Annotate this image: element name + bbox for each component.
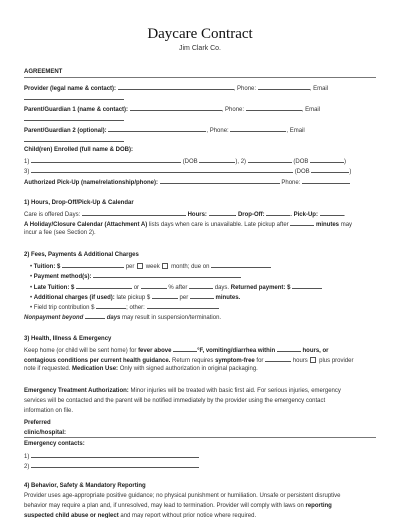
tuition-row: • Tuition: $ per week month; due on [30,261,271,271]
hours-label: Hours: [187,212,207,218]
late-pickup-field[interactable] [152,292,178,299]
late-pct-field[interactable] [141,282,167,289]
dropoff-field[interactable] [266,209,290,216]
minutes-label-2: minutes. [215,295,241,301]
month-checkbox[interactable] [162,263,168,269]
field-trip-row: • Field trip contribution $ ; other: [30,302,219,312]
contact-1-row [24,451,199,461]
payment-method-row: • Payment method(s): [30,271,241,281]
child-2-name-field[interactable] [248,156,292,163]
late-days-field[interactable] [189,282,213,289]
children-heading: Child(ren) Enrolled (full name & DOB): [24,147,133,153]
parent2-row-2 [24,135,124,145]
child-row-1 [24,156,346,166]
contact-2-field[interactable] [31,461,199,468]
parent1-phone-field[interactable] [246,104,302,111]
pickup-time-field[interactable] [320,209,344,216]
agreement-heading: AGREEMENT [24,69,63,75]
parent2-phone-label: , Phone: [206,128,229,134]
child-row-3 [24,166,351,176]
week-checkbox[interactable] [137,263,143,269]
symptom-free-label: symptom-free [215,358,255,364]
fever-field[interactable] [173,345,197,352]
child-1-dob-close: ), 2) [235,159,247,165]
provider-label: Provider (legal name & contact): [24,86,117,92]
eta-row-1 [24,387,341,395]
late-pickup-label: late pickup $ [116,295,151,301]
nonpayment-label: Nonpayment beyond [24,315,84,321]
parent2-label: Parent/Guardian 2 (optional): [24,128,107,134]
clinic-field[interactable] [24,437,376,438]
holiday-label: A Holiday/Closure Calendar (Attachment A) [24,222,148,228]
child-3-dob-label: (DOB [294,169,310,175]
company-name: Jim Clark Co. [178,45,221,52]
payment-method-field[interactable] [93,271,241,278]
pct-after-label: % after [168,285,188,291]
child-2-dob-close: ) [344,159,347,165]
per-label: per [125,264,135,270]
fever-label: fever above [138,348,172,354]
child-3-number: 3) [24,169,30,175]
pickup-row [24,177,350,187]
section4-heading: 4) Behavior, Safety & Mandatory Reporting [24,483,146,489]
or-label: or [133,285,140,291]
provider-row [24,83,328,93]
nonpayment-days-field[interactable] [85,312,105,319]
medication-label: Medication Use: [72,366,119,372]
illness-row-2 [24,355,354,365]
provider-email-field[interactable] [24,93,124,100]
returned-payment-field[interactable] [292,282,322,289]
behavior-line-2 [24,502,332,510]
nonpayment-days-label: days [106,315,121,321]
child-1-dob-field[interactable] [199,156,235,163]
parent2-phone-field[interactable] [230,125,286,132]
section2-heading: 2) Fees, Payments & Additional Charges [24,252,139,258]
preferred-label: Preferred [24,420,51,426]
pickup-field[interactable] [160,177,280,184]
returned-payment-label: Returned payment: $ [230,285,291,291]
nonpayment-row [24,312,221,322]
section3-heading: 3) Health, Illness & Emergency [24,336,112,342]
child-1-dob-label: (DOB [182,159,198,165]
vomit-hours-field[interactable] [277,345,301,352]
pickup-phone-label: Phone: [281,180,301,186]
parent1-email-label: , Email [301,107,321,113]
parent2-name-field[interactable] [108,125,206,132]
keep-home-text: Keep home (or child will be sent home) for [24,348,137,354]
minutes-label: minutes [316,222,340,228]
pickup-time-label: . Pick-Up: [290,212,318,218]
eta-row-3: information on file. [24,408,74,414]
child-1-number: 1) [24,159,30,165]
child-3-dob-close: ) [349,169,352,175]
holiday-text: lists days when care is unavailable. Late pickup after [148,222,289,228]
illness-row-3 [24,365,258,373]
contact-2-number: 2) [24,464,30,470]
additional-row: • Additional charges (if used): late pickup $ per minutes. [30,292,240,302]
month-label: month; due on [171,264,210,270]
emergency-contacts-label: Emergency contacts: [24,441,85,447]
nonpayment-text: may result in suspension/termination. [122,315,222,321]
plus-provider-label: plus provider [319,358,354,364]
eta-label: Emergency Treatment Authorization: [24,388,129,394]
note-label: note if requested. [24,366,71,372]
abuse-label: suspected child abuse or neglect [24,513,119,518]
vomit-label: °F, vomiting/diarrhea within [197,348,276,354]
field-trip-field[interactable] [96,302,126,309]
holiday-row [24,219,352,229]
eta-text: Minor injuries will be treated with basic first aid. For serious injuries, emergency [130,388,341,394]
tuition-field[interactable] [62,261,124,268]
parent1-label: Parent/Guardian 1 (name & contact): [24,107,129,113]
parent1-row [24,104,320,114]
late-minutes-field[interactable] [290,219,314,226]
behavior-text-3: and may report without prior notice where required. [120,513,257,518]
provider-note-checkbox[interactable] [310,357,316,363]
reporting-label: reporting [305,503,332,509]
late-tuition-field[interactable] [76,282,132,289]
may-label: may [340,222,353,228]
late-pickup-minutes-field[interactable] [190,292,214,299]
provider-name-field[interactable] [118,83,234,90]
provider-phone-field[interactable] [258,83,310,90]
dropoff-label: . Drop-Off: [234,212,265,218]
clinic-row [24,429,66,437]
symptom-hours-field[interactable] [265,355,291,362]
parent1-row-2 [24,114,124,124]
parent2-email-field[interactable] [24,135,124,142]
for-label: for [256,358,264,364]
provider-email-label: , Email [309,86,329,92]
child-2-dob-label: (DOB [293,159,309,165]
document-title: Daycare Contract [147,26,253,42]
parent2-email-label: , Email [286,128,305,134]
behavior-line-3 [24,512,256,518]
hours-row [24,209,345,219]
parent1-phone-label: , Phone: [221,107,245,113]
additional-label: Additional charges (if used): [33,295,115,301]
hours-or-label: hours, or [302,348,329,354]
return-label: Return requires [172,358,214,364]
behavior-text-2: behavior may require a plan and, if unresolved, may lead to termination. Provider will comply with laws on [24,503,304,509]
other-label: ; other: [126,305,145,311]
child-3-dob-field[interactable] [311,166,352,175]
other-field[interactable] [147,302,219,309]
contagious-label: contagious conditions per current health guidance. [24,358,171,364]
contact-1-number: 1) [24,454,30,460]
pickup-label: Authorized Pick-Up (name/relationship/phone): [24,180,159,186]
behavior-line-1: Provider uses age-appropriate positive guidance; no physical punishment or humiliation. Unsafe or persistent disruptive [24,493,341,499]
tuition-label: Tuition: $ [33,264,61,270]
contact-2-row [24,461,199,471]
provider-phone-label: , Phone: [233,86,257,92]
field-trip-label: Field trip contribution $ [33,305,95,311]
days-label-2: days. [214,285,230,291]
hours-row-end: . [343,212,346,218]
days-label: Care is offered Days: [24,212,81,218]
eta-row-2: services will be contacted and the parent will be notified immediately by the provider using the emergency contact [24,398,326,404]
child-2-dob-field[interactable] [310,156,347,165]
illness-row-1 [24,345,329,355]
late-tuition-label: Late Tuition: $ [33,285,75,291]
hours-field[interactable] [209,209,235,216]
week-label: week [145,264,160,270]
child-3-name-field[interactable] [31,166,293,173]
child-1-name-field[interactable] [31,156,181,163]
parent1-name-field[interactable] [130,104,222,111]
clinic-label: clinic/hospital: [24,430,67,436]
late-tuition-row: • Late Tuition: $ or % after days. Returned payment: $ [30,282,322,292]
parent1-email-field[interactable] [24,114,124,121]
pickup-phone-field[interactable] [302,177,350,184]
days-field[interactable] [82,209,186,216]
section1-heading: 1) Hours, Drop-Off/Pick-Up & Calendar [24,200,134,206]
due-date-field[interactable] [211,261,271,268]
provider-row-2 [24,93,124,103]
heading-divider [24,77,376,78]
parent2-row [24,125,305,135]
per-label-2: per [179,295,189,301]
incur-row: incur a fee (see Section 2). [24,230,96,236]
contact-1-field[interactable] [31,451,199,458]
medication-text: Only with signed authorization in original packaging. [119,366,258,372]
payment-method-label: Payment method(s): [33,274,92,280]
hours-label-2: hours [292,358,308,364]
